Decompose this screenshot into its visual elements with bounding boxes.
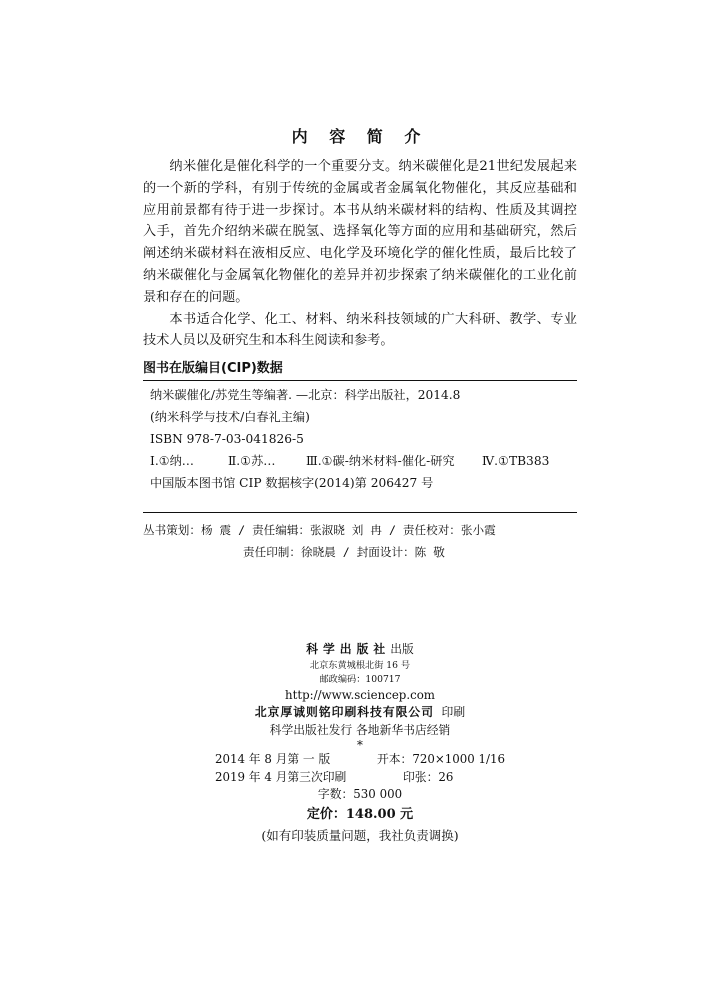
sheets-text: 印张：26 [403,769,454,784]
edition-text: 2014 年 8 月第 一 版 [215,752,331,766]
printing-text: 2019 年 4 月第三次印刷 [215,769,347,784]
cip-record-number: 中国版本图书馆 CIP 数据核字(2014)第 206427 号 [150,476,434,490]
publisher-suffix: 出版 [390,642,414,656]
cip-bottom-rule [143,512,577,513]
publisher-address: 北京东黄城根北街 16 号 [309,659,411,671]
distribution-line: 科学出版社发行 各地新华书店经销 [269,722,451,737]
intro-paragraph-1: 纳米催化是催化科学的一个重要分支。纳米碳催化是21世纪发展起来的一个新的学科，有别于传统的金属或者金属氧化物催化，其反应基础和应用前景都有待于进一步探讨。本书从纳米碳材料的结构、性质及其调控入手，首先介绍纳米碳在脱氢、选择氧化等方面的应用和基础研究，然后阐述纳米碳材料在液相反应、电化学及环境化学的催化性质，最后比较了纳米碳催化与金属氧化物催化的差异并初步探索了纳米碳催化的工业化前景和存在的问题。 [143,159,577,305]
publisher-website: http://www.sciencep.com [285,687,435,702]
cip-top-rule [143,380,577,381]
publisher-name: 科学出版社 [306,642,391,656]
price: 定价：148.00 元 [306,806,414,822]
printer-line [0,704,720,722]
cip-class-1: Ⅰ.①纳… [150,454,194,468]
cip-record [150,384,580,494]
staff-line-2: 责任印制：徐晓晨 / 封面设计：陈 敬 [243,545,445,559]
cip-class-2: Ⅱ.①苏… [228,454,276,468]
quality-notice: (如有印装质量问题，我社负责调换) [261,827,459,843]
staff-line-1: 丛书策划：杨 震 / 责任编辑：张淑晓 刘 冉 / 责任校对：张小霞 [143,523,496,537]
publisher-postcode: 邮政编码：100717 [319,673,401,685]
intro-paragraph-2: 本书适合化学、化工、材料、纳米科技领域的广大科研、教学、专业技术人员以及研究生和本科生阅读和参考。 [143,311,577,349]
staff-credits [143,519,583,563]
printer-name: 北京厚诚则铭印刷科技有限公司 [254,705,435,719]
cip-class-4: Ⅳ.①TB383 [482,454,550,468]
word-count: 字数：530 000 [317,787,403,801]
format-text: 开本：720×1000 1/16 [376,752,505,766]
intro-title: 内 容 简 介 [291,127,429,146]
printer-suffix: 印刷 [441,705,466,719]
cip-title-line: 纳米碳催化/苏党生等编著. —北京：科学出版社，2014.8 [150,388,461,402]
intro-body [143,156,577,352]
separator-asterisk: * [357,738,363,752]
cip-classification-row [150,450,580,472]
cip-heading: 图书在版编目(CIP)数据 [143,361,283,376]
edition-row [215,751,505,769]
publisher-line [0,641,720,659]
imprint-block [0,641,720,845]
cip-series-line: (纳米科学与技术/白春礼主编) [150,410,310,424]
cip-class-3: Ⅲ.①碳-纳米材料-催化-研究 [306,454,455,468]
printing-row [215,769,505,787]
cip-isbn-line: ISBN 978-7-03-041826-5 [150,432,304,446]
